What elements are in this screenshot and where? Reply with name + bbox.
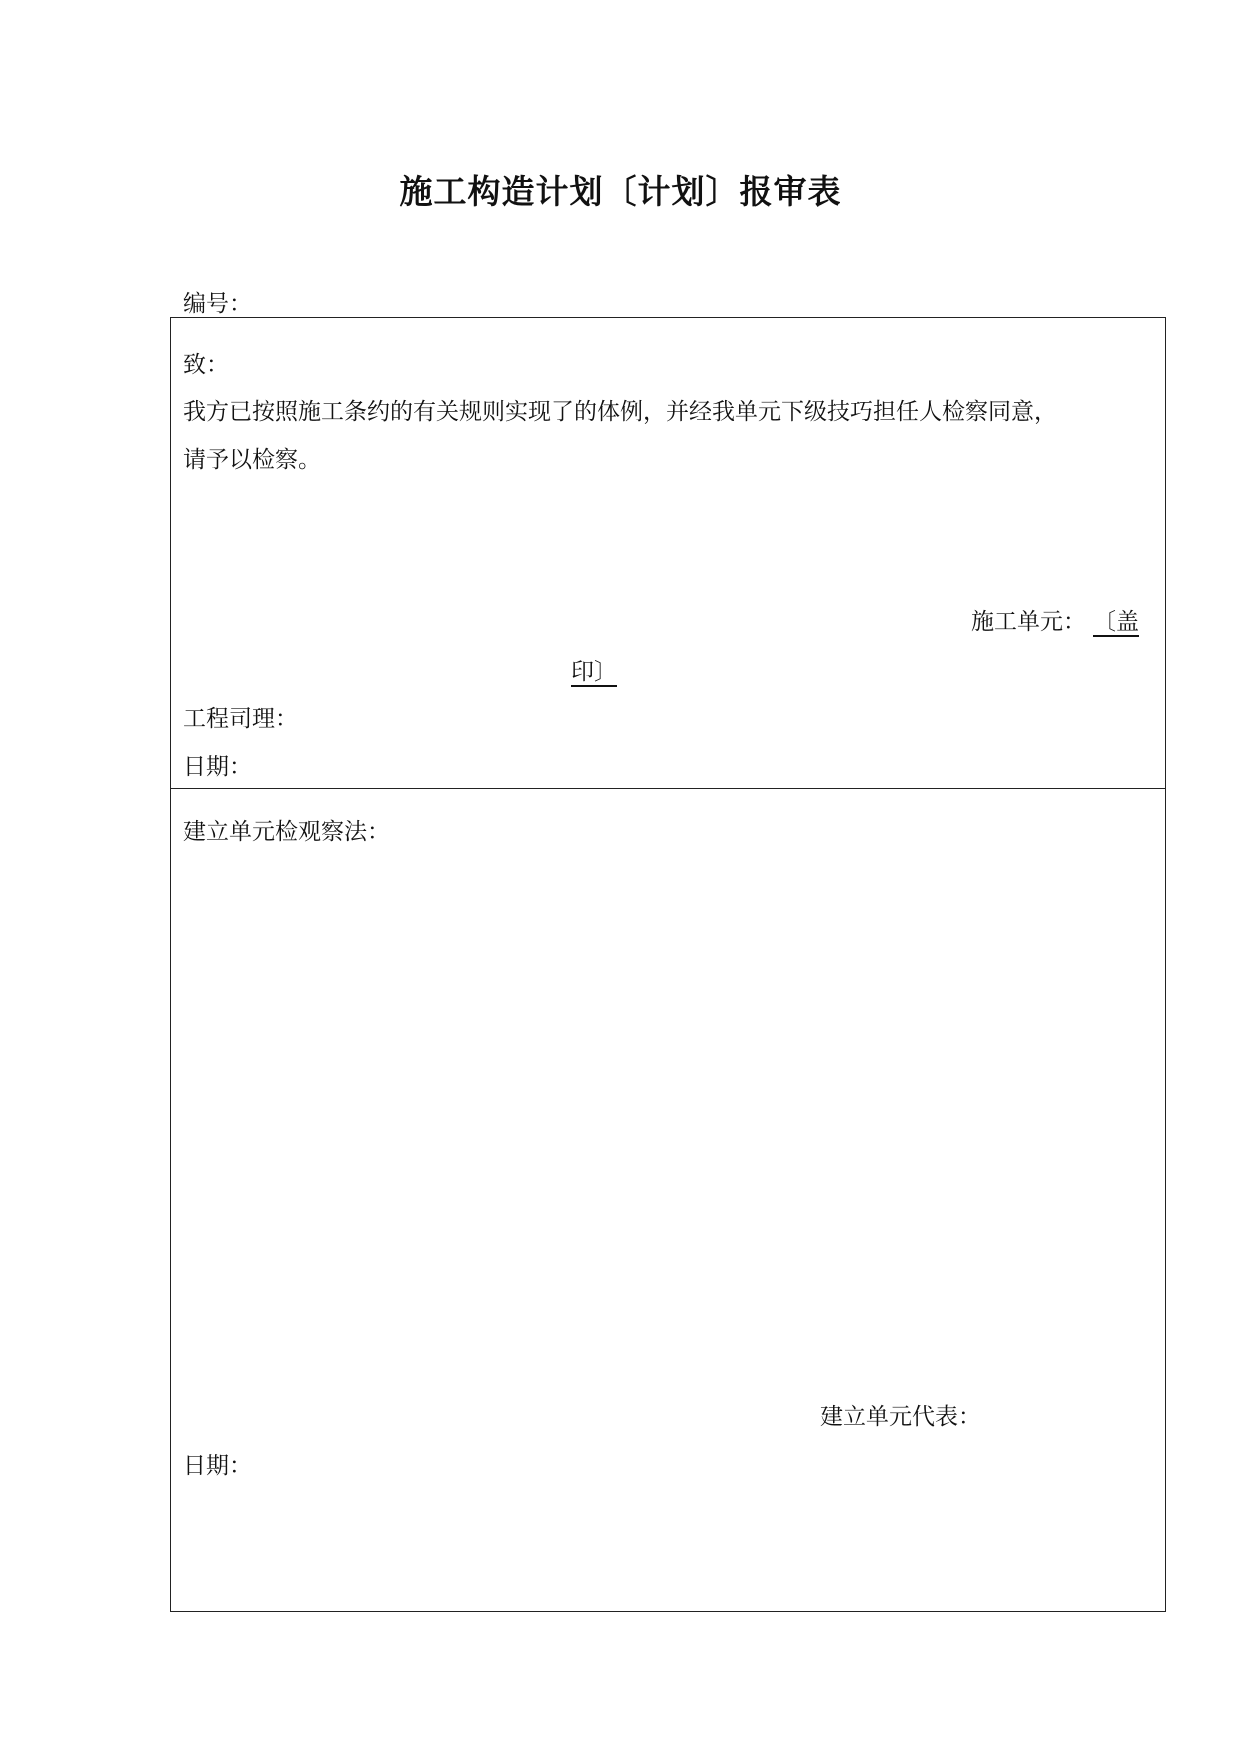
project-manager-label: 工程司理： xyxy=(183,706,298,732)
submission-section xyxy=(170,317,1166,789)
seal-note-part2: 印〕 xyxy=(571,659,617,685)
supervisor-opinion-label: 建立单元检观察法： xyxy=(183,819,390,845)
to-label: 致： xyxy=(183,352,229,378)
contractor-label: 施工单元： xyxy=(971,609,1086,635)
submission-body-line2: 请予以检察。 xyxy=(183,447,321,473)
review-date-label: 日期： xyxy=(183,1453,252,1479)
number-label: 编号： xyxy=(183,291,252,317)
submission-body-line1: 我方已按照施工条约的有关规则实现了的体例，并经我单元下级技巧担任人检察同意， xyxy=(183,399,1057,425)
form-table xyxy=(170,317,1166,1613)
form-title: 施工构造计划〔计划〕报审表 xyxy=(399,172,842,211)
submission-date-label: 日期： xyxy=(183,754,252,780)
review-section xyxy=(170,787,1166,1612)
supervisor-representative-label: 建立单元代表： xyxy=(820,1404,981,1430)
seal-note-part1: 〔盖 xyxy=(1093,609,1139,635)
